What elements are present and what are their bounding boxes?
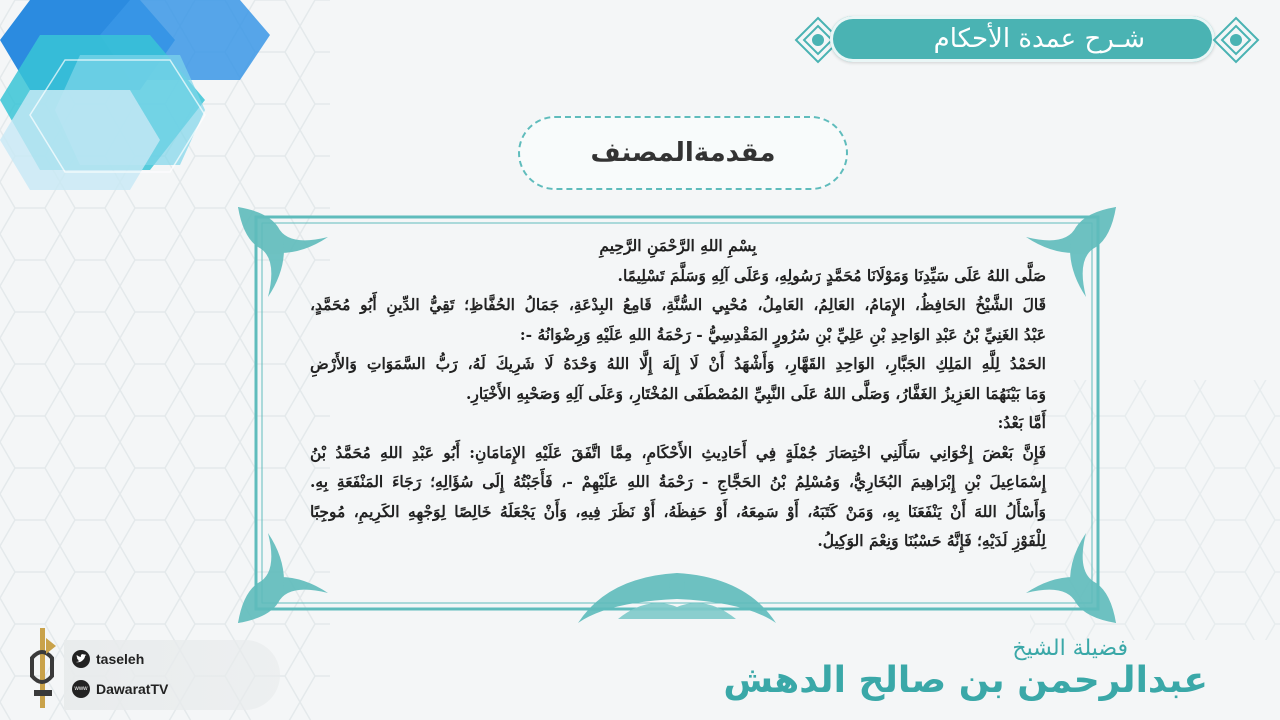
text-line: بِسْمِ اللهِ الرَّحْمَنِ الرَّحِيمِ [599,236,757,255]
chapter-title: مقدمةالمصنف [590,138,776,168]
text-line: قَالَ الشَّيْخُ الحَافِظُ، الإِمَامُ، العَالِمُ، العَامِلُ، مُحْيِي السُّنَّةِ، قَامِعُ البِدْعَةِ، جَمَالُ الحُفَّاظِ؛ تَقِيُّ الدِّينِ أَبُو مُحَمَّدٍ، [310,295,1046,314]
text-line: وَأَسْأَلُ اللهَ أَنْ يَنْفَعَنَا بِهِ، وَمَنْ كَتَبَهُ، أَوْ سَمِعَهُ، أَوْ حَفِظَهُ، أَوْ نَظَرَ فِيهِ، وَأَنْ يَجْعَلَهُ خَالِصًا لِوَجْهِهِ الكَرِيمِ، مُوجِبًا [310,501,1046,521]
social-links-panel [64,640,280,710]
speaker-caption [723,636,1208,701]
website-link[interactable] [72,680,168,698]
website-handle: DawaratTV [96,681,169,697]
speaker-name: عبدالرحمن بن صالح الدهش [723,660,1208,701]
text-line: وَمَا بَيْنَهُمَا العَزِيزُ الغَفَّارُ، وَصَلَّى اللهُ عَلَى النَّبِيِّ المُصْطَفَى المُخْتَارِ، وَعَلَى آلِهِ وَصَحْبِهِ الأَخْيَارِ. [466,383,1046,403]
text-frame [238,207,1116,623]
twitter-handle: taseleh [96,651,145,667]
text-line: عَبْدُ الغَنِيِّ بْنُ عَبْدِ الوَاحِدِ بْنِ عَلِيِّ بْنِ سُرُورٍ المَقْدِسِيُّ - رَحْمَةُ اللهِ عَلَيْهِ وَرِضْوَانُهُ -: [519,324,1046,344]
channel-logo [26,628,60,712]
series-title-banner [830,16,1215,62]
text-line: الحَمْدُ لِلَّهِ المَلِكِ الجَبَّارِ، الوَاحِدِ القَهَّارِ، وَأَشْهَدُ أَنْ لَا إِلَهَ إِلَّا اللهُ وَحْدَهُ لَا شَرِيكَ لَهُ، رَبُّ السَّمَوَاتِ وَالأَرْضِ [310,354,1046,373]
text-line: لِلْفَوْزِ لَدَيْهِ؛ فَإِنَّهُ حَسْبُنَا وَنِعْمَ الوَكِيلُ. [817,531,1046,550]
author-introduction-text [310,231,1046,556]
text-line: فَإِنَّ بَعْضَ إِخْوَانِي سَأَلَنِي اخْتِصَارَ جُمْلَةٍ فِي أَحَادِيثِ الأَحْكَامِ، مِمَّا اتَّفَقَ عَلَيْهِ الإِمَامَانِ: أَبُو عَبْدِ اللهِ مُحَمَّدُ بْنُ [310,442,1046,462]
right-banner-ornament-icon [1208,12,1264,68]
text-line: إِسْمَاعِيلَ بْنِ إِبْرَاهِيمَ البُخَارِيُّ، وَمُسْلِمُ بْنُ الحَجَّاجِ - رَحْمَةُ اللهِ عَلَيْهِمْ -، فَأَجَبْتُهُ إِلَى سُؤَالِهِ؛ رَجَاءَ المَنْفَعَةِ بِهِ. [310,472,1046,491]
hexagon-decoration [0,0,280,210]
text-line: أَمَّا بَعْدُ: [997,413,1046,432]
series-title: شـرح عمدة الأحكام [933,24,1145,54]
twitter-icon [72,650,90,668]
twitter-link[interactable] [72,650,144,668]
www-icon: www [72,680,90,698]
chapter-title-box [518,116,848,190]
speaker-honorific: فضيلة الشيخ [1012,636,1128,661]
text-line: صَلَّى اللهُ عَلَى سَيِّدِنَا وَمَوْلَانَا مُحَمَّدٍ رَسُولِهِ، وَعَلَى آلِهِ وَسَلَّمَ تَسْلِيمًا. [617,265,1046,285]
